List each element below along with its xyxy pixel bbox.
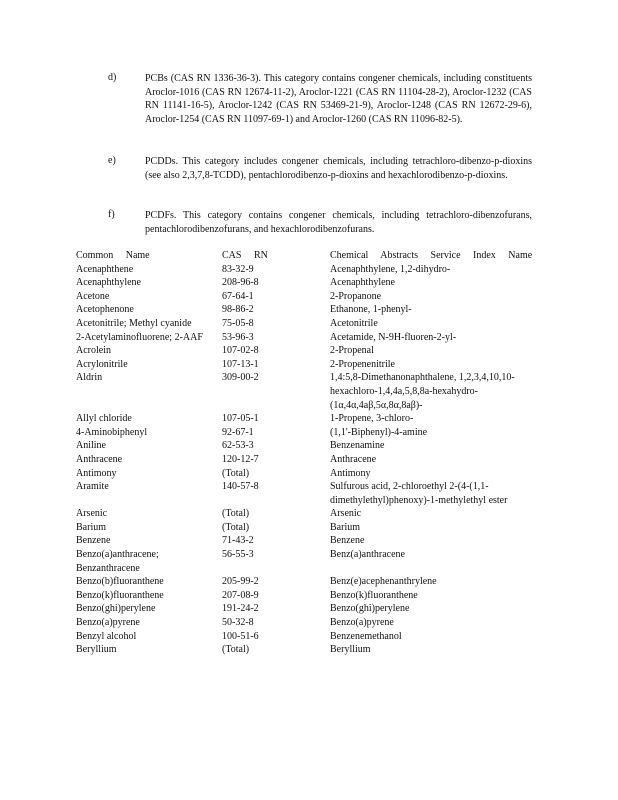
cas-rn-cell: 207-08-9 (222, 589, 259, 601)
table-row (76, 534, 536, 548)
list-marker: f) (108, 209, 115, 220)
table-row (76, 616, 536, 630)
index-name-cell: Benz(e)acephenanthrylene (330, 576, 437, 588)
index-name-cell: Benzo(a)pyrene (330, 617, 394, 629)
common-name-cell: 4-Aminobiphenyl (76, 426, 148, 438)
index-name-cell: Arsenic (330, 508, 362, 520)
table-row (76, 548, 536, 575)
cas-rn-cell: 98-86-2 (222, 304, 254, 316)
cas-rn-cell: 83-32-9 (222, 263, 254, 275)
index-name-cell: Antimony (330, 467, 371, 479)
index-name-cell: Acetamide, N-9H-fluoren-2-yl- (330, 331, 457, 343)
common-name-cell: Acetophenone (76, 304, 134, 316)
cas-rn-cell: 71-43-2 (222, 535, 254, 547)
table-row (76, 344, 536, 358)
table-row (76, 263, 536, 277)
cas-rn-cell: 309-00-2 (222, 372, 259, 384)
list-item-e (108, 155, 532, 182)
table-row (76, 575, 536, 589)
table-row (76, 371, 536, 412)
common-name-cell: Antimony (76, 467, 117, 479)
table-row (76, 467, 536, 481)
index-name-cell: Beryllium (330, 644, 371, 656)
cas-rn-cell: 56-55-3 (222, 549, 254, 561)
cas-rn-cell: (Total) (222, 508, 250, 520)
cas-rn-cell: 191-24-2 (222, 603, 259, 615)
cas-rn-cell: 62-53-3 (222, 440, 254, 452)
table-row (76, 453, 536, 467)
table-row (76, 303, 536, 317)
common-name-cell: Arsenic (76, 508, 108, 520)
index-name-cell: Benzenamine (330, 440, 385, 452)
index-name-cell: Benz(a)anthracene (330, 549, 405, 561)
cas-rn-cell: 53-96-3 (222, 331, 254, 343)
table-row (76, 290, 536, 304)
table-row (76, 507, 536, 521)
cas-rn-cell: 140-57-8 (222, 481, 259, 493)
list-text: PCDDs. This category includes congener chemicals, including tetrachloro-dibenzo-p-dioxins (see also 2,3,7,8-TCDD), pentachlorodibenzo-p-dioxins and hexachlorodibenzo-p-dioxins. (145, 156, 532, 181)
table-row (76, 480, 536, 507)
common-name-cell: Benzyl alcohol (76, 630, 137, 642)
column-header-cas-index-name: Chemical Abstracts Service Index Name (330, 250, 533, 261)
column-header-cas-rn: CAS RN (222, 250, 268, 261)
common-name-cell: Acrolein (76, 345, 111, 357)
common-name-cell: 2-Acetylaminofluorene; 2-AAF (76, 331, 203, 343)
common-name-cell: Acrylonitrile (76, 358, 128, 370)
index-name-cell: 2-Propanone (330, 290, 382, 302)
common-name-cell: Aniline (76, 440, 106, 452)
list-text: PCDFs. This category contains congener chemicals, including tetrachloro-dibenzofurans, pentachlorodibenzofurans, and hexachlorodibenzofurans. (145, 210, 532, 235)
common-name-cell: Beryllium (76, 644, 117, 656)
cas-rn-cell: 205-99-2 (222, 576, 259, 588)
list-marker: d) (108, 72, 117, 83)
list-text: PCBs (CAS RN 1336-36-3). This category contains congener chemicals, including constituents Aroclor-1016 (CAS RN 12674-11-2), Aroclor-1221 (CAS RN 11104-28-2), Aroclor-1232 (CAS RN 11141-16-5), Aroclor-1242 (CAS RN 53469-21-9), Aroclor-1248 (CAS RN 12672-29-6), Aroclor-1254 (CAS RN 11097-69-1) and Aroclor-1260 (CAS RN 11096-82-5). (145, 73, 532, 125)
table-row (76, 521, 536, 535)
common-name-cell: Benzo(ghi)perylene (76, 603, 156, 615)
cas-rn-cell: 67-64-1 (222, 290, 254, 302)
common-name-cell: Benzo(a)pyrene (76, 617, 140, 629)
index-name-cell: Ethanone, 1-phenyl- (330, 304, 412, 316)
index-name-cell: 1,4:5,8-Dimethanonaphthalene, 1,2,3,4,10,10-hexachloro-1,4,4a,5,8,8a-hexahydro-(1α,4α,4aβ,5α,8α,8aβ)- (330, 372, 515, 411)
index-name-cell: Sulfurous acid, 2-chloroethyl 2-(4-(1,1-dimethylethyl)phenoxy)-1-methylethyl ester (330, 481, 508, 506)
table-header-row (76, 249, 536, 263)
cas-rn-cell: (Total) (222, 467, 250, 479)
table-row (76, 412, 536, 426)
index-name-cell: Acenaphthylene (330, 277, 395, 289)
index-name-cell: Benzo(ghi)perylene (330, 603, 410, 615)
common-name-cell: Aldrin (76, 372, 103, 384)
table-row (76, 358, 536, 372)
table-row (76, 276, 536, 290)
table-row (76, 331, 536, 345)
index-name-cell: Barium (330, 521, 360, 533)
table-row (76, 589, 536, 603)
common-name-cell: Acetonitrile; Methyl cyanide (76, 317, 192, 329)
common-name-cell: Benzo(b)fluoranthene (76, 576, 164, 588)
table-row (76, 426, 536, 440)
index-name-cell: Acetonitrile (330, 317, 378, 329)
cas-rn-cell: 107-05-1 (222, 413, 259, 425)
index-name-cell: 2-Propenal (330, 345, 374, 357)
common-name-cell: Barium (76, 521, 106, 533)
common-name-cell: Benzo(k)fluoranthene (76, 589, 164, 601)
table-row (76, 643, 536, 657)
index-name-cell: (1,1'-Biphenyl)-4-amine (330, 426, 428, 438)
cas-rn-cell: 107-02-8 (222, 345, 259, 357)
list-item-f (108, 209, 532, 236)
table-row (76, 317, 536, 331)
list-marker: e) (108, 155, 116, 166)
cas-rn-cell: 100-51-6 (222, 630, 259, 642)
cas-rn-cell: (Total) (222, 644, 250, 656)
common-name-cell: Benzo(a)anthracene; Benzanthracene (76, 549, 159, 574)
chemical-table (76, 249, 536, 657)
cas-rn-cell: 92-67-1 (222, 426, 254, 438)
column-header-common-name: Common Name (76, 250, 150, 261)
cas-rn-cell: 208-96-8 (222, 277, 259, 289)
index-name-cell: Benzo(k)fluoranthene (330, 589, 418, 601)
cas-rn-cell: (Total) (222, 521, 250, 533)
common-name-cell: Acenaphthene (76, 263, 134, 275)
common-name-cell: Anthracene (76, 453, 123, 465)
index-name-cell: 2-Propenenitrile (330, 358, 395, 370)
cas-rn-cell: 120-12-7 (222, 453, 259, 465)
index-name-cell: 1-Propene, 3-chloro- (330, 413, 414, 425)
common-name-cell: Acetone (76, 290, 110, 302)
cas-rn-cell: 107-13-1 (222, 358, 259, 370)
cas-rn-cell: 75-05-8 (222, 317, 254, 329)
common-name-cell: Benzene (76, 535, 111, 547)
table-row (76, 630, 536, 644)
index-name-cell: Anthracene (330, 453, 377, 465)
index-name-cell: Benzene (330, 535, 365, 547)
index-name-cell: Benzenemethanol (330, 630, 402, 642)
cas-rn-cell: 50-32-8 (222, 617, 254, 629)
index-name-cell: Acenaphthylene, 1,2-dihydro- (330, 263, 451, 275)
common-name-cell: Acenaphthylene (76, 277, 141, 289)
table-row (76, 602, 536, 616)
common-name-cell: Aramite (76, 481, 109, 493)
table-row (76, 439, 536, 453)
list-item-d (108, 72, 532, 126)
common-name-cell: Allyl chloride (76, 413, 132, 425)
